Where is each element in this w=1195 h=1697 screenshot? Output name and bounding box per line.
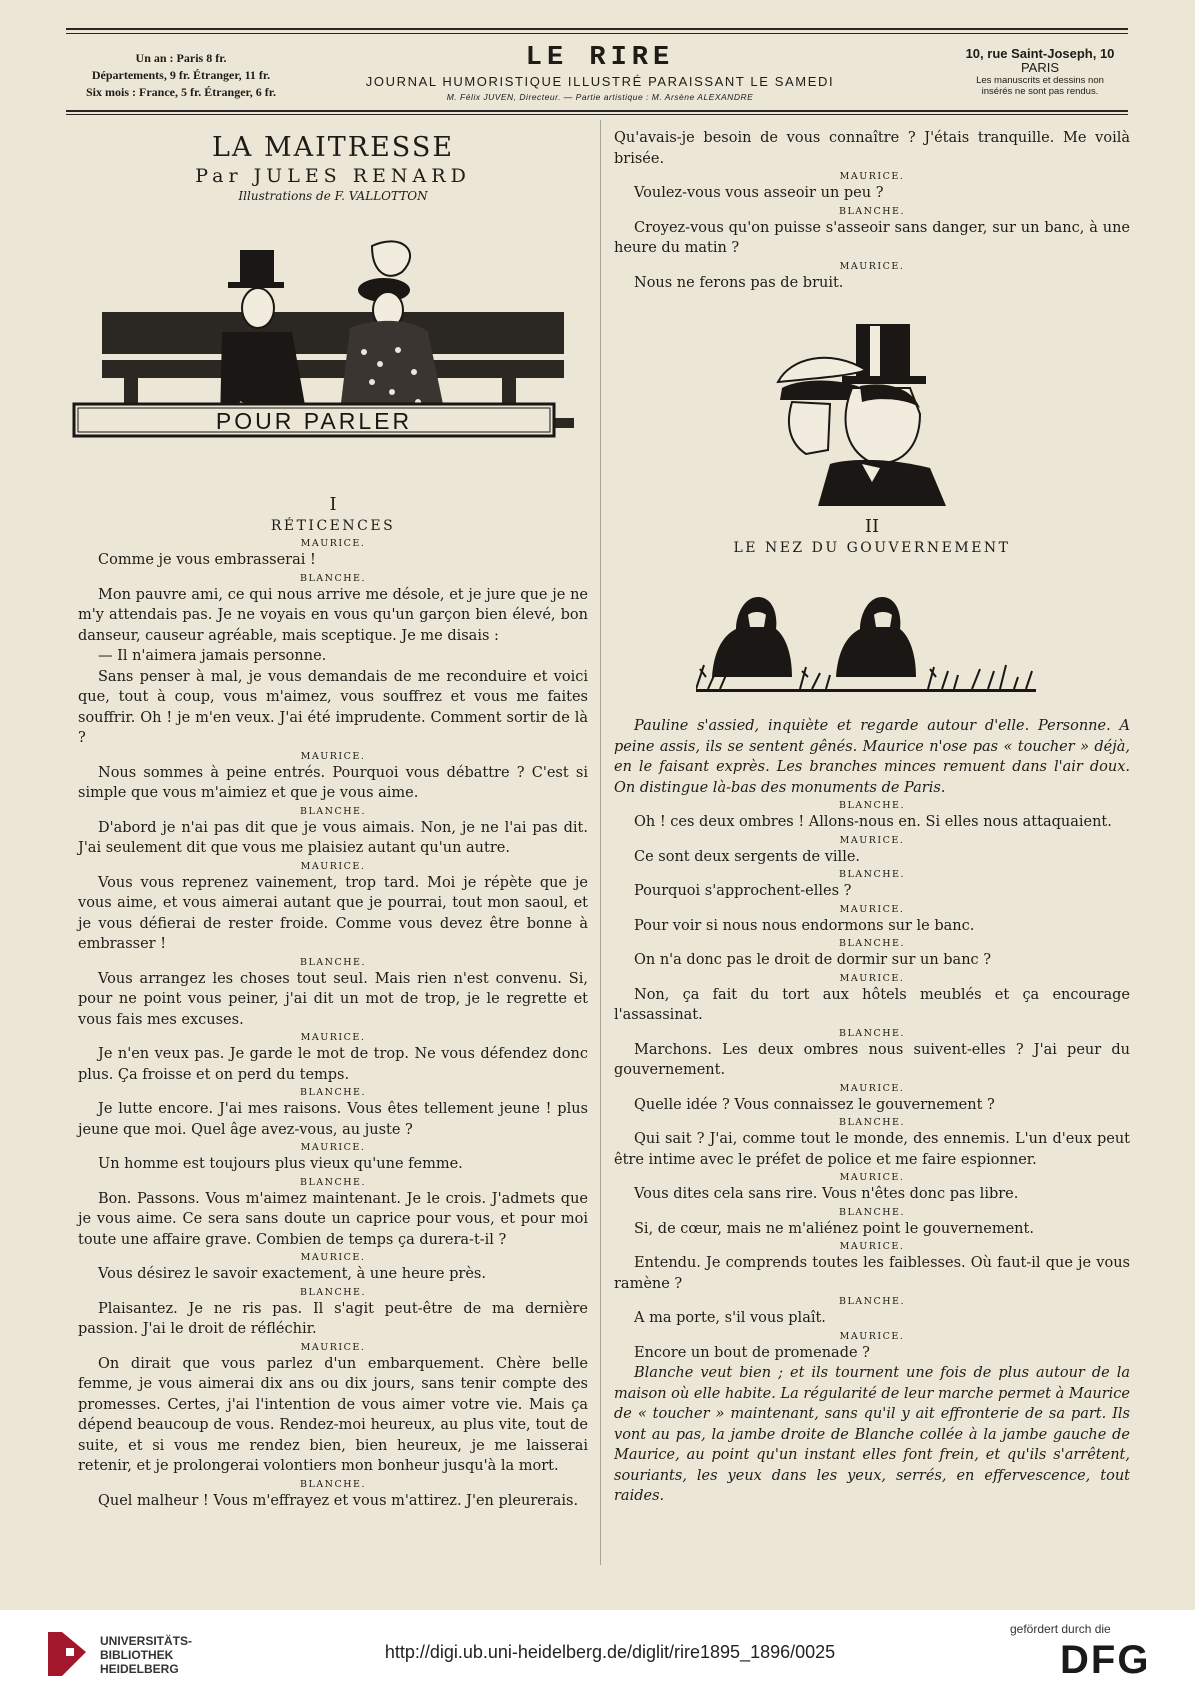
dialogue-line: Oh ! ces deux ombres ! Allons-nous en. Si elles nous attaquaient. — [634, 814, 1112, 830]
subscription-prices — [66, 50, 296, 101]
title-block — [78, 132, 588, 205]
column-divider — [600, 120, 601, 1565]
dialogue-line: D'abord je n'ai pas dit que je vous aimais. Non, je ne l'ai pas dit. J'ai seulement dit que vous me plaisiez autant qu'un autre. — [78, 819, 588, 856]
dialogue-line: Non, ça fait du tort aux hôtels meublés et ça encourage l'assassinat. — [614, 986, 1130, 1023]
dialogue-line: Je lutte encore. J'ai mes raisons. Vous êtes tellement jeune ! plus jeune que moi. Quel âge avez-vous, au juste ? — [78, 1101, 588, 1138]
speaker-name: MAURICE. — [300, 860, 366, 872]
dialogue-line: Nous ne ferons pas de bruit. — [634, 274, 844, 291]
dialogue-line: Bon. Passons. Vous m'aimez maintenant. Je le crois. J'admets que je vous aime. Ce sera sans doute un caprice pour vous, et pour moi toute une affaire grave. Combien de temps ça durera-t-il ? — [78, 1190, 588, 1248]
price-line: Six mois : France, 5 fr. Étranger, 6 fr. — [86, 85, 276, 99]
masthead-subtitle: JOURNAL HUMORISTIQUE ILLUSTRÉ PARAISSANT LE SAMEDI — [365, 74, 835, 89]
dialogue-line: Sans penser à mal, je vous demandais de me reconduire et voici que, tout à coup, vous m'aimez, vous souffrez et vous me faites souffrir. Oh ! je m'en veux. J'ai été imprudente. Comment sortir de là ? — [78, 668, 588, 746]
digitization-footer — [0, 1610, 1195, 1697]
section-title: LE NEZ DU GOUVERNEMENT — [733, 540, 1011, 556]
speaker-name: MAURICE. — [839, 903, 905, 915]
source-url[interactable]: http://digi.ub.uni-heidelberg.de/diglit/rire1895_1896/0025 — [384, 1642, 836, 1662]
manuscripts-note: insérés ne sont pas rendus. — [981, 86, 1099, 97]
dialogue-line: Pour voir si nous nous endormons sur le banc. — [634, 917, 975, 934]
dialogue-line: Voulez-vous vous asseoir un peu ? — [634, 185, 884, 201]
dialogue-line: Croyez-vous qu'on puisse s'asseoir sans danger, sur un banc, à une heure du matin ? — [614, 219, 1130, 256]
right-column-bottom — [614, 716, 1130, 1507]
dialogue-line: Vous désirez le savoir exactement, à une heure près. — [98, 1266, 486, 1282]
article-author: Par JULES RENARD — [195, 165, 471, 187]
speaker-name: MAURICE. — [839, 972, 905, 984]
dialogue-line: Pourquoi s'approchent-elles ? — [634, 883, 852, 899]
library-line: UNIVERSITÄTS- — [100, 1634, 193, 1648]
banner-text: POUR PARLER — [215, 408, 413, 434]
stage-direction: Pauline s'assied, inquiète et regarde autour d'elle. Personne. A peine assis, ils se sentent gênés. Maurice n'ose pas « toucher » déjà, en le faisant exprès. Les branches minces remuent dans l'air doux. On distingue là-bas des monuments de Paris. — [614, 718, 1130, 796]
speaker-name: MAURICE. — [300, 1252, 366, 1263]
speaker-name: MAURICE. — [839, 1172, 905, 1183]
top-rule — [66, 28, 1128, 30]
dialogue-line: Entendu. Je comprends toutes les faiblesses. Où faut-il que je vous ramène ? — [614, 1255, 1130, 1292]
dfg-logo: DFG — [1060, 1638, 1151, 1682]
speaker-name: BLANCHE. — [300, 1176, 366, 1188]
illustrator-credit: Illustrations de F. VALLOTTON — [238, 189, 428, 203]
dialogue-line: Qui sait ? J'ai, comme tout le monde, des ennemis. L'un d'eux peut être intime avec le préfet de police et me faire espionner. — [614, 1131, 1130, 1168]
price-line: Départements, 9 fr. Étranger, 11 fr. — [91, 68, 271, 82]
dialogue-line: — Il n'aimera jamais personne. — [98, 648, 327, 664]
street-address: 10, rue Saint-Joseph, 10 — [965, 46, 1115, 61]
speaker-name: BLANCHE. — [839, 938, 905, 949]
dialogue-line: Quel malheur ! Vous m'effrayez et vous m'attirez. J'en pleurerais. — [98, 1492, 579, 1509]
manuscripts-note: Les manuscrits et dessins non — [976, 75, 1104, 86]
header-rule — [66, 110, 1128, 112]
funding-note: gefördert durch die — [1010, 1622, 1111, 1636]
dialogue-line: Un homme est toujours plus vieux qu'une femme. — [98, 1156, 463, 1172]
dialogue-line: Vous vous reprenez vainement, trop tard. Moi je répète que je vous aime, et vous aimerai autant que je pourrai, tout mon saoul, et je vous défierai de rester froide. Comme vous devez être bonne à embrasser ! — [78, 874, 588, 952]
dialogue-line: Marchons. Les deux ombres nous suivent-elles ? J'ai peur du gouvernement. — [614, 1041, 1130, 1078]
speaker-name: MAURICE. — [300, 750, 366, 762]
speaker-name: BLANCHE. — [839, 1027, 905, 1039]
speaker-name: BLANCHE. — [300, 1286, 366, 1298]
hooded-figures-illustration — [696, 585, 1036, 697]
article-title: LA MAITRESSE — [211, 132, 455, 163]
stage-direction: Blanche veut bien ; et ils tournent une fois de plus autour de la maison où elle habite. La régularité de leur marche permet à Maurice de « toucher » maintenant, sans qu'il y ait effronterie de sa part. Ils vont au pas, la jambe droite de Blanche collée à la jambe gauche de Maurice, au point qu'un instant elles font frein, et qu'ils s'arrêtent, souriants, les yeux dans les yeux, serrés, en effervescence, tout raides. — [614, 1365, 1130, 1504]
speaker-name: BLANCHE. — [839, 800, 905, 811]
section-number: I — [329, 494, 337, 515]
dialogue-line: Ce sont deux sergents de ville. — [634, 848, 861, 865]
dialogue-line: Je n'en veux pas. Je garde le mot de trop. Ne vous défendez donc plus. Ça froisse et on perd du temps. — [78, 1046, 588, 1083]
section-number: II — [864, 516, 880, 537]
header-rule-thin — [66, 114, 1128, 115]
dialogue-line: On n'a donc pas le droit de dormir sur un banc ? — [634, 952, 992, 968]
dialogue-line: A ma porte, s'il vous plaît. — [634, 1310, 826, 1326]
masthead-title: LE RIRE — [525, 43, 675, 73]
speaker-name: BLANCHE. — [839, 205, 905, 217]
dialogue-line: Qu'avais-je besoin de vous connaître ? J'étais tranquille. Me voilà brisée. — [614, 130, 1130, 167]
speaker-name: BLANCHE. — [300, 1087, 366, 1098]
speaker-name: MAURICE. — [300, 1032, 366, 1043]
library-line: BIBLIOTHEK — [100, 1648, 174, 1662]
speaker-name: BLANCHE. — [839, 1117, 905, 1128]
speaker-name: BLANCHE. — [300, 572, 366, 584]
speaker-name: MAURICE. — [839, 1241, 905, 1252]
speaker-name: BLANCHE. — [839, 1296, 905, 1307]
speaker-name: MAURICE. — [839, 171, 905, 182]
dialogue-line: Encore un bout de promenade ? — [634, 1344, 870, 1361]
dialogue-line: Nous sommes à peine entrés. Pourquoi vous débattre ? C'est si simple que vous m'aimiez et que je vous aime. — [78, 764, 588, 801]
office-address — [935, 46, 1145, 97]
speaker-name: MAURICE. — [839, 260, 905, 272]
speaker-name: MAURICE. — [300, 1341, 366, 1353]
speaker-name: BLANCHE. — [300, 1478, 366, 1490]
speaker-name: BLANCHE. — [300, 956, 366, 968]
speaker-name: BLANCHE. — [839, 1206, 905, 1218]
section-title: RÉTICENCES — [270, 518, 396, 534]
speaker-name: MAURICE. — [300, 1142, 366, 1153]
right-column-top — [614, 128, 1130, 293]
university-seal-icon — [42, 1628, 92, 1680]
top-rule-thin — [66, 33, 1128, 34]
left-column — [78, 494, 588, 1511]
dialogue-line: Comme je vous embrasserai ! — [98, 552, 316, 568]
dialogue-line: Plaisantez. Je ne ris pas. Il s'agit peut-être de ma dernière passion. J'ai le droit de réfléchir. — [78, 1300, 588, 1337]
bench-illustration — [72, 232, 596, 472]
masthead-block — [300, 44, 900, 102]
speaker-name: MAURICE. — [839, 1082, 905, 1094]
speaker-name: BLANCHE. — [839, 869, 905, 880]
dialogue-line: Vous arrangez les choses tout seul. Mais rien n'est convenu. Si, pour ne point vous peiner, j'ai dit un mot de trop, je le regrette et vous fais mes excuses. — [78, 970, 588, 1028]
speaker-name: MAURICE. — [839, 834, 905, 846]
dialogue-line: Quelle idée ? Vous connaissez le gouvernement ? — [634, 1096, 995, 1113]
speaker-name: MAURICE. — [839, 1330, 905, 1342]
dialogue-line: Vous dites cela sans rire. Vous n'êtes donc pas libre. — [634, 1186, 1019, 1202]
price-line: Un an : Paris 8 fr. — [135, 51, 227, 65]
library-line: HEIDELBERG — [100, 1662, 179, 1676]
dialogue-line: On dirait que vous parlez d'un embarquement. Chère belle femme, je vous aimerai dix ans ou dix jours, sans tenir compte des promesses. Certes, j'ai l'intention de vous aimer votre vie. Mais ça dépend beaucoup de vous. Rendez-moi heureux, au plus vite, tout de suite, et si vous me rendez bien, bien heureux, je me laisserai retenir, et je prolongerai volontiers mon bonheur jusqu'à la mort. — [78, 1355, 588, 1474]
masthead-directors: M. Félix JUVEN, Directeur. — Partie artistique : M. Arsène ALEXANDRE — [446, 92, 754, 102]
speaker-name: MAURICE. — [300, 538, 366, 549]
section-two-heading — [614, 516, 1130, 558]
library-name — [100, 1634, 192, 1676]
dialogue-line: Mon pauvre ami, ce qui nous arrive me désole, et je jure que je ne m'y attendais pas. Je ne voyais en vous qu'un garçon bien élevé, bon danseur, causeur agréable, mais sceptique. Je me disais : — [78, 586, 588, 644]
dialogue-line: Si, de cœur, mais ne m'aliénez point le gouvernement. — [634, 1220, 1034, 1237]
city: PARIS — [1020, 60, 1060, 75]
couple-portrait-illustration — [770, 318, 960, 508]
speaker-name: BLANCHE. — [300, 805, 366, 817]
